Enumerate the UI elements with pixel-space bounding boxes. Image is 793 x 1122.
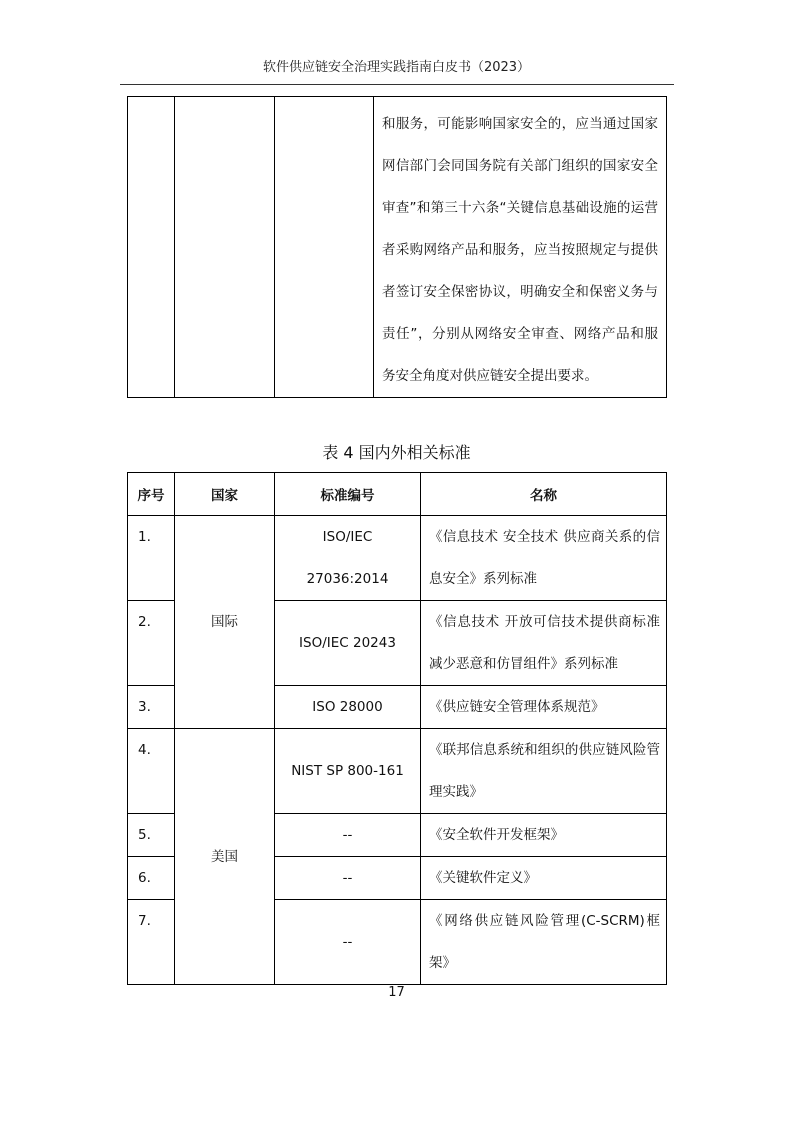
standard-code: --: [275, 900, 421, 985]
header-country: 国家: [175, 473, 275, 516]
standard-name: 《联邦信息系统和组织的供应链风险管理实践》: [421, 729, 667, 814]
row-index: 5.: [128, 814, 175, 857]
continuation-row: [128, 97, 667, 398]
header-standard-name: 名称: [421, 473, 667, 516]
table-caption: 表 4 国内外相关标准: [322, 443, 471, 462]
page-header-title: 软件供应链安全治理实践指南白皮书（2023）: [262, 60, 531, 75]
row-index: 6.: [128, 857, 175, 900]
standard-name: 《供应链安全管理体系规范》: [421, 686, 667, 729]
continuation-cell-empty: [175, 97, 275, 398]
row-index: 1.: [128, 516, 175, 601]
standard-code-text: ISO/IEC 27036:2014: [306, 529, 389, 587]
standard-code: --: [275, 857, 421, 900]
table-row: [128, 729, 667, 814]
table-header-row: [128, 473, 667, 516]
table-row: [128, 516, 667, 601]
row-index: 3.: [128, 686, 175, 729]
continuation-cell-empty: [128, 97, 175, 398]
header-divider: [120, 84, 674, 85]
standard-code: --: [275, 814, 421, 857]
continuation-cell-empty: [275, 97, 374, 398]
standard-code: ISO 28000: [275, 686, 421, 729]
standard-name: 《网络供应链风险管理(C-SCRM)框架》: [421, 900, 667, 985]
standard-code: [275, 516, 421, 601]
page-number: 17: [388, 985, 405, 1000]
standard-name: 《信息技术 安全技术 供应商关系的信息安全》系列标准: [421, 516, 667, 601]
standard-name: 《关键软件定义》: [421, 857, 667, 900]
header-standard-code: 标准编号: [275, 473, 421, 516]
row-index: 7.: [128, 900, 175, 985]
standard-name: 《信息技术 开放可信技术提供商标准减少恶意和仿冒组件》系列标准: [421, 601, 667, 686]
standards-table: [127, 472, 667, 985]
country-usa: 美国: [175, 729, 275, 985]
continuation-table: [127, 96, 667, 398]
standard-code: NIST SP 800-161: [275, 729, 421, 814]
standard-code: ISO/IEC 20243: [275, 601, 421, 686]
header-index: 序号: [128, 473, 175, 516]
continuation-text: 和服务，可能影响国家安全的，应当通过国家网信部门会同国务院有关部门组织的国家安全审查”和第三十六条“关键信息基础设施的运营者采购网络产品和服务，应当按照规定与提供者签订安全保密协议，明确安全和保密义务与责任”，分别从网络安全审查、网络产品和服务安全角度对供应链安全提出要求。: [374, 97, 667, 398]
country-international: 国际: [175, 516, 275, 729]
standard-name: 《安全软件开发框架》: [421, 814, 667, 857]
row-index: 2.: [128, 601, 175, 686]
row-index: 4.: [128, 729, 175, 814]
